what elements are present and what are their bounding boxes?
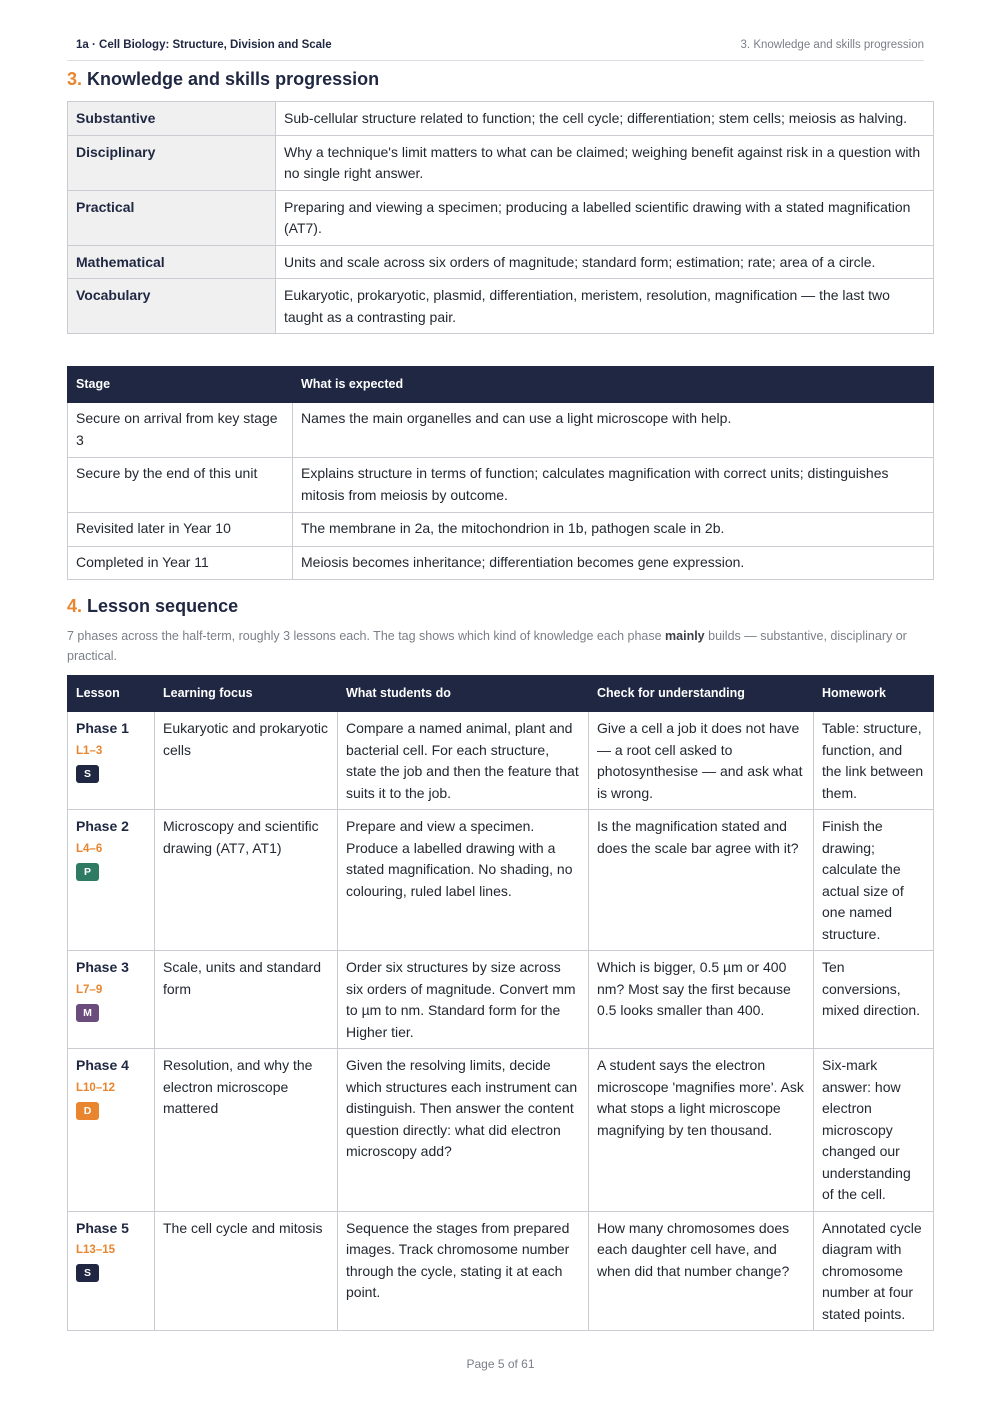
check-understanding-cell: How many chromosomes does each daughter cell have, and when did that number change? [589, 1211, 814, 1331]
section-3-heading [67, 69, 379, 90]
homework-cell: Ten conversions, mixed direction. [814, 951, 934, 1049]
check-understanding-cell: Give a cell a job it does not have — a root cell asked to photosynthesise — and ask what is wrong. [589, 712, 814, 810]
knowledge-row [68, 190, 934, 245]
knowledge-tag-badge: S [76, 765, 99, 783]
knowledge-row [68, 279, 934, 334]
knowledge-row [68, 102, 934, 136]
lesson-cell [68, 1049, 155, 1212]
knowledge-tag-badge: M [76, 1004, 99, 1022]
column-header: What is expected [293, 367, 934, 403]
homework-cell: Annotated cycle diagram with chromosome number at four stated points. [814, 1211, 934, 1331]
lesson-range: L13–15 [76, 1244, 116, 1256]
lesson-cell [68, 810, 155, 951]
lesson-range: L7–9 [76, 983, 103, 996]
expectation-cell: Explains structure in terms of function; calculates magnification with correct units; distinguishes mitosis from meiosis by outcome. [293, 458, 934, 513]
intro-emphasis: mainly [665, 629, 705, 643]
homework-cell: Table: structure, function, and the link between them. [814, 712, 934, 810]
column-header: Stage [68, 367, 293, 403]
knowledge-value: Sub-cellular structure related to function; the cell cycle; differentiation; stem cells; meiosis as halving. [276, 102, 934, 136]
knowledge-value: Eukaryotic, prokaryotic, plasmid, differentiation, meristem, resolution, magnification — the last two taught as a contrasting pair. [276, 279, 934, 334]
homework-cell: Finish the drawing; calculate the actual size of one named structure. [814, 810, 934, 951]
knowledge-value: Preparing and viewing a specimen; producing a labelled scientific drawing with a stated magnification (AT7). [276, 190, 934, 245]
phase-name: Phase 1 [76, 720, 129, 736]
page-number: Page 5 of 61 [466, 1357, 535, 1371]
knowledge-tag-badge: D [76, 1102, 99, 1120]
stage-cell: Completed in Year 11 [68, 546, 293, 580]
expectation-cell: Meiosis becomes inheritance; differentiation becomes gene expression. [293, 546, 934, 580]
students-do-cell: Given the resolving limits, decide which structures each instrument can distinguish. Then answer the content question directly: what did electron microscopy add? [338, 1049, 589, 1212]
knowledge-key: Practical [68, 190, 276, 245]
stage-row [68, 513, 934, 547]
learning-focus-cell: Resolution, and why the electron microscope mattered [155, 1049, 338, 1212]
knowledge-table [67, 101, 934, 334]
knowledge-key: Vocabulary [68, 279, 276, 334]
section-4-heading [67, 596, 238, 617]
students-do-cell: Compare a named animal, plant and bacterial cell. For each structure, state the job and then the feature that suits it to the job. [338, 712, 589, 810]
knowledge-row [68, 135, 934, 190]
phase-name: Phase 2 [76, 818, 129, 834]
column-header: Check for understanding [589, 676, 814, 712]
stage-table [67, 366, 934, 580]
unit-title: 1a · Cell Biology: Structure, Division and Scale [76, 39, 332, 51]
stage-cell: Secure on arrival from key stage 3 [68, 403, 293, 458]
lesson-row [68, 810, 934, 951]
stage-cell: Secure by the end of this unit [68, 458, 293, 513]
column-header: Homework [814, 676, 934, 712]
lesson-table [67, 675, 934, 1331]
students-do-cell: Sequence the stages from prepared images. Track chromosome number through the cycle, stating it at each point. [338, 1211, 589, 1331]
stage-row [68, 403, 934, 458]
knowledge-key: Substantive [68, 102, 276, 136]
knowledge-key: Disciplinary [68, 135, 276, 190]
check-understanding-cell: Which is bigger, 0.5 µm or 400 nm? Most say the first because 0.5 looks smaller than 400. [589, 951, 814, 1049]
lesson-range: L4–6 [76, 842, 103, 855]
knowledge-tag-badge: P [76, 863, 99, 881]
knowledge-value: Units and scale across six orders of magnitude; standard form; estimation; rate; area of a circle. [276, 245, 934, 279]
section-number: 3. [67, 69, 83, 89]
lesson-cell [68, 712, 155, 810]
stage-row [68, 546, 934, 580]
section-title: Lesson sequence [87, 596, 239, 616]
column-header: What students do [338, 676, 589, 712]
stage-cell: Revisited later in Year 10 [68, 513, 293, 547]
section-title: Knowledge and skills progression [87, 69, 380, 89]
section-intro [67, 627, 927, 666]
check-understanding-cell: Is the magnification stated and does the scale bar agree with it? [589, 810, 814, 951]
check-understanding-cell: A student says the electron microscope 'magnifies more'. Ask what stops a light microscope magnifying by ten thousand. [589, 1049, 814, 1212]
expectation-cell: The membrane in 2a, the mitochondrion in 1b, pathogen scale in 2b. [293, 513, 934, 547]
lesson-range: L10–12 [76, 1081, 116, 1094]
learning-focus-cell: Microscopy and scientific drawing (AT7, AT1) [155, 810, 338, 951]
phase-name: Phase 5 [76, 1219, 129, 1236]
lesson-row [68, 1211, 934, 1331]
lesson-row [68, 951, 934, 1049]
running-header [67, 38, 924, 61]
knowledge-row [68, 245, 934, 279]
students-do-cell: Order six structures by size across six orders of magnitude. Convert mm to µm to nm. Standard form for the Higher tier. [338, 951, 589, 1049]
intro-text: builds — substantive, disciplinary or practical. [67, 629, 907, 663]
intro-text: 7 phases across the half-term, roughly 3 lessons each. The tag shows which kind of knowledge each phase [67, 629, 666, 643]
knowledge-key: Mathematical [68, 245, 276, 279]
expectation-cell: Names the main organelles and can use a light microscope with help. [293, 403, 934, 458]
lesson-cell [68, 1211, 155, 1331]
lesson-cell [68, 951, 155, 1049]
lesson-range: L1–3 [76, 744, 103, 757]
learning-focus-cell: Scale, units and standard form [155, 951, 338, 1049]
lesson-row [68, 712, 934, 810]
column-header: Lesson [68, 676, 155, 712]
homework-cell: Six-mark answer: how electron microscopy changed our understanding of the cell. [814, 1049, 934, 1212]
phase-name: Phase 4 [76, 1057, 129, 1073]
students-do-cell: Prepare and view a specimen. Produce a labelled drawing with a stated magnification. No shading, no colouring, ruled label lines. [338, 810, 589, 951]
column-header: Learning focus [155, 676, 338, 712]
learning-focus-cell: The cell cycle and mitosis [155, 1211, 338, 1331]
knowledge-tag-badge: S [76, 1264, 99, 1282]
section-number: 4. [67, 596, 83, 616]
knowledge-value: Why a technique's limit matters to what can be claimed; weighing benefit against risk in a question with no single right answer. [276, 135, 934, 190]
stage-row [68, 458, 934, 513]
lesson-row [68, 1049, 934, 1212]
phase-name: Phase 3 [76, 959, 129, 975]
section-title: 3. Knowledge and skills progression [740, 39, 924, 51]
learning-focus-cell: Eukaryotic and prokaryotic cells [155, 712, 338, 810]
